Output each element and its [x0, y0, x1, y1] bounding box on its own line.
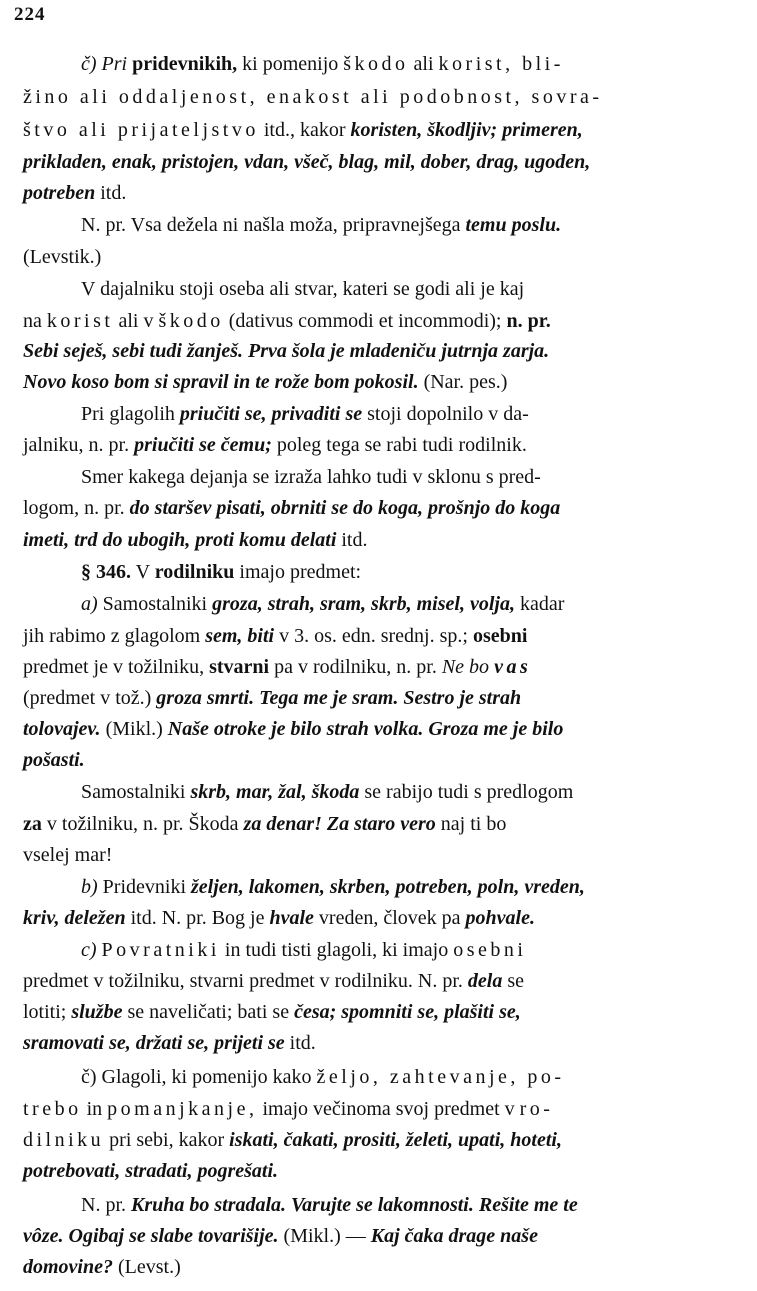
text-line: za v tožilniku, n. pr. Škoda za denar! Za staro vero naj ti bo [23, 813, 507, 835]
text-line: č) Pri pridevnikih, ki pomenijo škodo ali korist, bli- [81, 53, 564, 75]
text-line: Pri glagolih priučiti se, privaditi se stoji dopolnilo v da- [81, 403, 529, 425]
text-line: predmet je v tožilniku, stvarni pa v rodilniku, n. pr. Ne bo vas [23, 656, 532, 678]
text-line: logom, n. pr. do staršev pisati, obrniti se do koga, prošnjo do koga [23, 497, 561, 519]
text-line: imeti, trd do ubogih, proti komu delati itd. [23, 529, 368, 551]
text-line: predmet v tožilniku, stvarni predmet v rodilniku. N. pr. dela se [23, 970, 525, 992]
text-line: Sebi seješ, sebi tudi žanješ. Prva šola je mladeniču jutrnja zarja. [23, 340, 550, 362]
text-line: potrebovati, stradati, pogrešati. [23, 1160, 278, 1182]
text-line: na korist ali v škodo (dativus commodi et incommodi); n. pr. [23, 310, 551, 332]
text-line: lotiti; službe se naveličati; bati se česa; spomniti se, plašiti se, [23, 1001, 521, 1023]
text-line: domovine? (Levst.) [23, 1256, 181, 1278]
text-line: N. pr. Kruha bo stradala. Varujte se lakomnosti. Rešite me te [81, 1194, 578, 1216]
text-line: č) Glagoli, ki pomenijo kako željo, zahtevanje, po- [81, 1066, 565, 1088]
text-line: N. pr. Vsa dežela ni našla moža, pripravnejšega temu poslu. [81, 214, 562, 236]
text-line: tolovajev. (Mikl.) Naše otroke je bilo strah volka. Groza me je bilo [23, 718, 564, 740]
text-line: Smer kakega dejanja se izraža lahko tudi v sklonu s pred- [81, 466, 541, 488]
text-line: (predmet v tož.) groza smrti. Tega me je sram. Sestro je strah [23, 687, 522, 709]
text-line: pošasti. [23, 749, 85, 771]
page-number: 224 [14, 4, 46, 25]
text-line: vselej mar! [23, 844, 113, 866]
text-line: b) Pridevniki željen, lakomen, skrben, potreben, poln, vreden, [81, 876, 585, 898]
text-line: Samostalniki skrb, mar, žal, škoda se rabijo tudi s predlogom [81, 781, 574, 803]
text-line: a) Samostalniki groza, strah, sram, skrb, misel, volja, kadar [81, 593, 565, 615]
text-line: V dajalniku stoji oseba ali stvar, kateri se godi ali je kaj [81, 278, 525, 300]
text-line: sramovati se, držati se, prijeti se itd. [23, 1032, 316, 1054]
text-line: vôze. Ogibaj se slabe tovarišije. (Mikl.) — Kaj čaka drage naše [23, 1225, 538, 1247]
text-line: trebo in pomanjkanje, imajo večinoma svoj predmet v ro- [23, 1098, 554, 1120]
text-line: Novo koso bom si spravil in te rože bom pokosil. (Nar. pes.) [23, 371, 508, 393]
text-line: potreben itd. [23, 182, 127, 204]
section-heading: § 346. V rodilniku imajo predmet: [81, 561, 362, 583]
text-line: kriv, deležen itd. N. pr. Bog je hvale vreden, človek pa pohvale. [23, 907, 535, 929]
text-line: dilniku pri sebi, kakor iskati, čakati, prositi, želeti, upati, hoteti, [23, 1129, 562, 1151]
text-line: jih rabimo z glagolom sem, biti v 3. os. edn. srednj. sp.; osebni [23, 625, 528, 647]
text-line: (Levstik.) [23, 246, 102, 268]
text-line: c) Povratniki in tudi tisti glagoli, ki imajo osebni [81, 939, 527, 961]
text-line: jalniku, n. pr. priučiti se čemu; poleg tega se rabi tudi rodilnik. [23, 434, 527, 456]
text-line: žino ali oddaljenost, enakost ali podobnost, sovra- [23, 86, 603, 108]
text-line: štvo ali prijateljstvo itd., kakor koristen, škodljiv; primeren, [23, 119, 583, 141]
text-line: prikladen, enak, pristojen, vdan, všeč, blag, mil, dober, drag, ugoden, [23, 151, 591, 173]
